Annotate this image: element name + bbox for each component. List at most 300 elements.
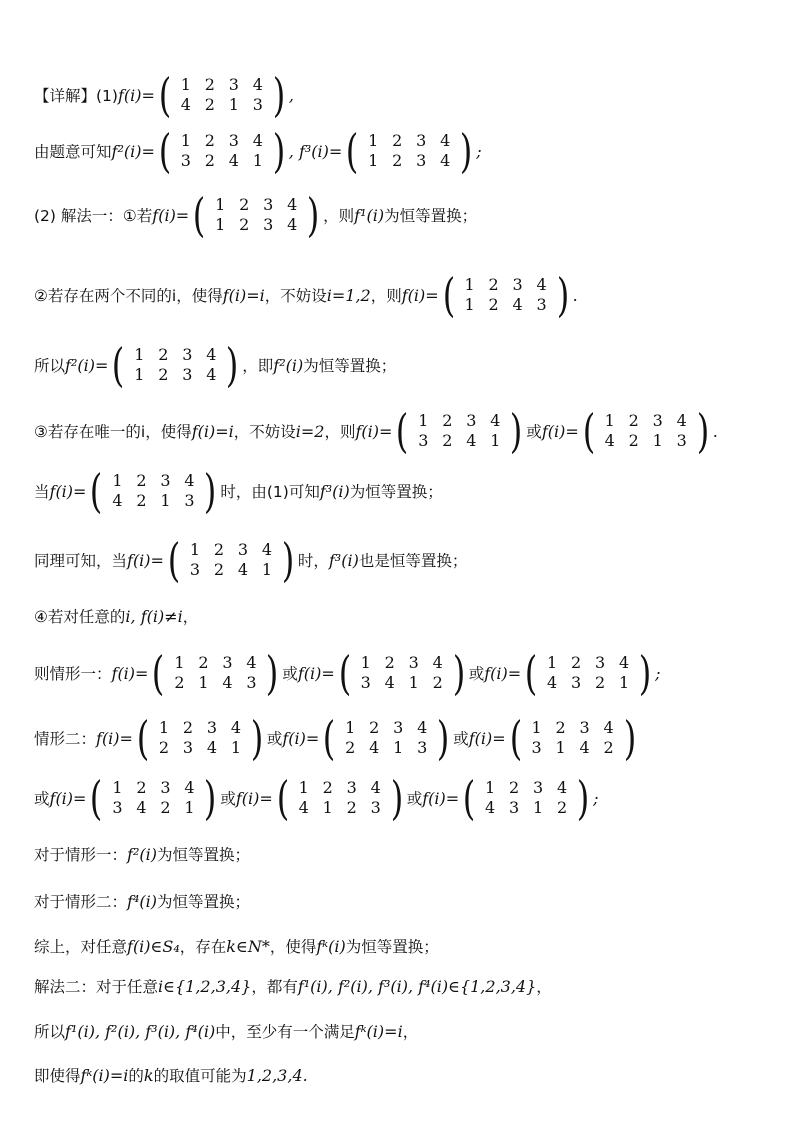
text-run: 为恒等置换； xyxy=(345,938,439,956)
text-run: ，不妨设 xyxy=(233,423,296,441)
left-paren: ( xyxy=(345,124,359,178)
matrix-row xyxy=(598,431,694,451)
right-paren: ) xyxy=(204,464,217,518)
matrix-row xyxy=(174,131,270,151)
matrix-cell: 1 xyxy=(604,411,615,430)
matrix-cell: 4 xyxy=(676,411,687,430)
matrix-row xyxy=(525,718,621,738)
right-paren: ) xyxy=(510,404,523,458)
matrix-cell: 2 xyxy=(204,95,215,114)
solution-line xyxy=(34,605,780,627)
right-paren: ) xyxy=(436,711,450,765)
permutation-matrix xyxy=(149,646,281,700)
matrix-cell: 1 xyxy=(215,195,226,214)
math-expression: f(i)= xyxy=(297,663,335,683)
matrix-cell: 2 xyxy=(392,151,403,170)
solution-line xyxy=(34,843,780,865)
solution-line xyxy=(34,711,780,765)
right-paren: ) xyxy=(638,646,652,700)
math-expression: fᵏ(i)=i xyxy=(354,1021,403,1041)
matrix-cell: 4 xyxy=(222,673,233,692)
permutation-matrix xyxy=(274,771,406,825)
matrix-cell: 1 xyxy=(174,653,185,672)
matrix-cell: 1 xyxy=(215,215,226,234)
right-paren: ) xyxy=(204,771,217,825)
matrix-cell: 2 xyxy=(239,195,250,214)
matrix-cell: 1 xyxy=(252,151,263,170)
solution-line xyxy=(34,771,780,825)
matrix-cell: 1 xyxy=(112,471,123,490)
matrix-cell: 3 xyxy=(652,411,663,430)
text-run: 对于情形一： xyxy=(34,846,128,864)
matrix-cell: 4 xyxy=(579,738,590,757)
matrix-cell: 4 xyxy=(287,215,298,234)
right-paren: ) xyxy=(452,646,466,700)
matrix-cell: 2 xyxy=(392,131,403,150)
matrix-row xyxy=(411,431,507,451)
text-run: 或 xyxy=(526,423,542,441)
text-run: 或 xyxy=(220,790,236,808)
left-paren: ( xyxy=(136,711,150,765)
matrix-cell: 4 xyxy=(184,778,195,797)
matrix-cell: 3 xyxy=(252,95,263,114)
text-run: ，则 xyxy=(324,423,356,441)
text-run: ， xyxy=(536,978,552,996)
solution-line xyxy=(34,188,780,242)
matrix-cell: 4 xyxy=(184,471,195,490)
matrix-cell: 1 xyxy=(360,653,371,672)
matrix-cell: 4 xyxy=(384,673,395,692)
matrix-cell: 1 xyxy=(112,778,123,797)
matrix-row xyxy=(105,798,201,818)
matrix-cell: 2 xyxy=(557,798,568,817)
matrix-cell: 1 xyxy=(189,540,200,559)
matrix-cell: 1 xyxy=(418,411,429,430)
matrix-row xyxy=(105,471,201,491)
matrix-cell: 4 xyxy=(604,431,615,450)
matrix-cell: 2 xyxy=(628,411,639,430)
matrix-cell: 2 xyxy=(160,798,171,817)
right-paren: ) xyxy=(272,124,286,178)
math-expression: f³(i) xyxy=(319,481,350,501)
matrix-cell: 4 xyxy=(206,345,217,364)
matrix-cell: 2 xyxy=(213,540,224,559)
math-expression: f(i)= xyxy=(49,481,87,501)
matrix-cell: 2 xyxy=(322,778,333,797)
math-expression: f¹(i), f²(i), f³(i), f⁴(i) xyxy=(65,1021,216,1041)
matrix-row xyxy=(411,411,507,431)
matrix-cell: 2 xyxy=(174,673,185,692)
math-expression: ; xyxy=(593,788,599,808)
permutation-matrix xyxy=(343,124,475,178)
solution-line xyxy=(34,1020,780,1042)
math-expression: f(i)= xyxy=(96,728,133,748)
matrix-cell: 4 xyxy=(432,653,443,672)
left-paren: ( xyxy=(167,533,181,587)
matrix-cell: 3 xyxy=(408,653,419,672)
text-run: 解法二：对于任意 xyxy=(34,978,159,996)
text-run: 或 xyxy=(282,665,298,683)
matrix-cell: 2 xyxy=(204,151,215,170)
math-expression: f(i)= xyxy=(401,285,439,305)
math-expression: ; xyxy=(476,141,482,161)
matrix-cell: 3 xyxy=(418,431,429,450)
math-expression: k xyxy=(143,1065,154,1085)
math-expression: f⁴(i) xyxy=(127,891,157,911)
matrix-cell: 4 xyxy=(230,718,241,737)
math-expression: 1,2,3,4 xyxy=(246,1065,303,1085)
matrix-row xyxy=(361,151,457,171)
matrix-row xyxy=(183,560,279,580)
permutation-matrix xyxy=(440,268,572,322)
text-run: 或 xyxy=(453,730,469,748)
matrix-row xyxy=(292,778,388,798)
matrix-row xyxy=(127,345,223,365)
text-run: 情形二： xyxy=(34,730,97,748)
solution-line xyxy=(34,124,780,178)
matrix-row xyxy=(458,295,554,315)
matrix-cell: 1 xyxy=(134,345,145,364)
text-run: 或 xyxy=(266,730,283,748)
matrix-cell: 4 xyxy=(536,275,547,294)
text-run: 或 xyxy=(406,790,423,808)
text-run: 为恒等置换； xyxy=(156,846,250,864)
matrix-row xyxy=(338,738,434,758)
matrix-cell: 4 xyxy=(547,673,558,692)
text-run: ，使得 xyxy=(269,938,317,956)
solution-line xyxy=(34,338,780,392)
matrix-cell: 4 xyxy=(252,75,263,94)
math-expression: ; xyxy=(655,663,661,683)
text-run: ，不妨设 xyxy=(264,287,327,305)
math-expression: f(i)= xyxy=(117,85,155,105)
math-expression: f(i)=i xyxy=(191,421,234,441)
right-paren: ) xyxy=(226,338,239,392)
math-expression: i=1,2 xyxy=(326,285,371,305)
solution-line xyxy=(34,646,780,700)
permutation-matrix xyxy=(460,771,592,825)
text-run: 的 xyxy=(128,1067,144,1085)
matrix-cell: 1 xyxy=(547,653,558,672)
matrix-cell: 2 xyxy=(442,411,453,430)
left-paren: ( xyxy=(152,646,165,700)
matrix-cell: 4 xyxy=(370,778,381,797)
matrix-row xyxy=(105,491,201,511)
text-run: ， xyxy=(402,1023,419,1041)
left-paren: ( xyxy=(462,771,476,825)
text-run: 或 xyxy=(468,665,485,683)
math-expression: f(i)= xyxy=(127,550,164,570)
text-run: ②若存在两个不同的i，使得 xyxy=(34,287,223,305)
matrix-cell: 4 xyxy=(228,151,239,170)
matrix-row xyxy=(152,738,248,758)
matrix-cell: 1 xyxy=(531,718,542,737)
matrix-cell: 4 xyxy=(252,131,263,150)
matrix-row xyxy=(183,540,279,560)
math-expression: f²(i)= xyxy=(111,141,155,161)
matrix-cell: 3 xyxy=(263,195,274,214)
matrix-cell: 1 xyxy=(490,431,501,450)
math-expression: f(i)=i xyxy=(222,285,265,305)
permutation-matrix xyxy=(109,338,241,392)
matrix-cell: 3 xyxy=(416,131,427,150)
matrix-cell: 1 xyxy=(180,131,191,150)
matrix-cell: 3 xyxy=(160,778,171,797)
matrix-cell: 4 xyxy=(298,798,309,817)
text-run: 所以 xyxy=(34,357,66,375)
matrix-cell: 3 xyxy=(237,540,248,559)
matrix-cell: 3 xyxy=(579,718,590,737)
matrix-cell: 4 xyxy=(440,131,451,150)
matrix-cell: 2 xyxy=(488,295,499,314)
math-expression: f(i)= xyxy=(484,663,522,683)
left-paren: ( xyxy=(338,646,352,700)
matrix-cell: 1 xyxy=(464,295,475,314)
solution-line xyxy=(34,404,780,458)
matrix-cell: 2 xyxy=(136,778,147,797)
text-run: ，都有 xyxy=(251,978,298,996)
matrix-cell: 3 xyxy=(536,295,547,314)
matrix-cell: 2 xyxy=(369,718,380,737)
math-expression: f(i)= xyxy=(282,728,320,748)
matrix-cell: 4 xyxy=(237,560,248,579)
matrix-row xyxy=(458,275,554,295)
matrix-cell: 4 xyxy=(369,738,380,757)
right-paren: ) xyxy=(459,124,473,178)
matrix-cell: 2 xyxy=(239,215,250,234)
solution-line xyxy=(34,268,780,322)
math-expression: f(i)∈S₄ xyxy=(127,936,180,956)
matrix-cell: 3 xyxy=(393,718,404,737)
text-run: 为恒等置换； xyxy=(303,357,397,375)
matrix-row xyxy=(127,365,223,385)
matrix-row xyxy=(152,718,248,738)
matrix-cell: 2 xyxy=(158,345,169,364)
matrix-row xyxy=(105,778,201,798)
permutation-matrix xyxy=(156,124,288,178)
math-expression: f²(i) xyxy=(127,844,157,864)
matrix-cell: 1 xyxy=(345,718,356,737)
matrix-row xyxy=(167,673,263,693)
matrix-cell: 4 xyxy=(490,411,501,430)
math-expression: f(i)= xyxy=(235,788,273,808)
matrix-cell: 4 xyxy=(485,798,496,817)
matrix-row xyxy=(167,653,263,673)
matrix-cell: 1 xyxy=(134,365,145,384)
matrix-cell: 1 xyxy=(198,673,209,692)
matrix-row xyxy=(525,738,621,758)
text-run: 【详解】(1) xyxy=(34,87,118,105)
left-paren: ( xyxy=(192,188,206,242)
text-run: 中，至少有一个满足 xyxy=(215,1023,355,1041)
math-expression: f(i)= xyxy=(422,788,460,808)
permutation-matrix xyxy=(87,771,219,825)
right-paren: ) xyxy=(250,711,264,765)
matrix-cell: 3 xyxy=(466,411,477,430)
matrix-cell: 2 xyxy=(346,798,357,817)
matrix-cell: 4 xyxy=(112,491,123,510)
left-paren: ( xyxy=(442,268,455,322)
matrix-cell: 4 xyxy=(206,738,217,757)
permutation-matrix xyxy=(320,711,452,765)
math-expression: f(i)= xyxy=(541,421,579,441)
matrix-cell: 3 xyxy=(346,778,357,797)
matrix-cell: 3 xyxy=(416,151,427,170)
solution-line xyxy=(34,890,780,912)
math-expression: . xyxy=(572,285,578,305)
math-expression: f(i)= xyxy=(111,663,149,683)
math-expression: f²(i) xyxy=(273,355,304,375)
matrix-row xyxy=(540,653,636,673)
matrix-cell: 3 xyxy=(676,431,687,450)
left-paren: ( xyxy=(90,464,103,518)
matrix-row xyxy=(174,75,270,95)
matrix-cell: 4 xyxy=(466,431,477,450)
matrix-cell: 4 xyxy=(206,365,217,384)
matrix-cell: 1 xyxy=(485,778,496,797)
matrix-cell: 3 xyxy=(112,798,123,817)
matrix-cell: 3 xyxy=(206,718,217,737)
text-run: 时， xyxy=(297,552,329,570)
solution-line xyxy=(34,935,780,957)
math-expression: f¹(i), f²(i), f³(i), f⁴(i)∈{1,2,3,4} xyxy=(297,976,537,996)
matrix-cell: 3 xyxy=(531,738,542,757)
matrix-cell: 3 xyxy=(222,653,233,672)
matrix-cell: 4 xyxy=(603,718,614,737)
matrix-cell: 1 xyxy=(298,778,309,797)
solution-line xyxy=(34,1064,780,1086)
matrix-cell: 2 xyxy=(213,560,224,579)
math-expression: f(i)= xyxy=(355,421,393,441)
text-run: 当 xyxy=(34,483,50,501)
left-paren: ( xyxy=(396,404,409,458)
matrix-cell: 2 xyxy=(571,653,582,672)
matrix-cell: 3 xyxy=(571,673,582,692)
math-expression: . xyxy=(712,421,718,441)
matrix-cell: 3 xyxy=(189,560,200,579)
matrix-row xyxy=(208,195,304,215)
matrix-cell: 2 xyxy=(432,673,443,692)
left-paren: ( xyxy=(323,711,336,765)
solution-line xyxy=(34,68,780,122)
text-run: ，则 xyxy=(370,287,402,305)
matrix-cell: 2 xyxy=(628,431,639,450)
text-run: 则情形一： xyxy=(34,665,112,683)
matrix-cell: 2 xyxy=(345,738,356,757)
math-expression: f(i)= xyxy=(468,728,506,748)
math-expression: i∈{1,2,3,4} xyxy=(158,976,252,996)
matrix-row xyxy=(174,151,270,171)
permutation-matrix xyxy=(580,404,712,458)
text-run: 为恒等置换； xyxy=(384,207,478,225)
left-paren: ( xyxy=(509,711,522,765)
math-expression: f(i)= xyxy=(49,788,87,808)
matrix-cell: 2 xyxy=(555,718,566,737)
matrix-cell: 3 xyxy=(512,275,523,294)
matrix-cell: 4 xyxy=(261,540,272,559)
right-paren: ) xyxy=(281,533,295,587)
permutation-matrix xyxy=(156,68,288,122)
matrix-cell: 4 xyxy=(287,195,298,214)
matrix-cell: 1 xyxy=(230,738,241,757)
matrix-row xyxy=(598,411,694,431)
matrix-cell: 4 xyxy=(619,653,630,672)
matrix-cell: 2 xyxy=(136,471,147,490)
matrix-cell: 2 xyxy=(509,778,520,797)
right-paren: ) xyxy=(576,771,590,825)
matrix-cell: 2 xyxy=(204,131,215,150)
matrix-cell: 1 xyxy=(619,673,630,692)
right-paren: ) xyxy=(306,188,320,242)
left-paren: ( xyxy=(524,646,538,700)
matrix-cell: 1 xyxy=(393,738,404,757)
text-run: 或 xyxy=(34,790,50,808)
math-expression: fᵏ(i) xyxy=(316,936,346,956)
text-run: ③若存在唯一的i，使得 xyxy=(34,423,192,441)
permutation-matrix xyxy=(522,646,654,700)
matrix-row xyxy=(478,778,574,798)
matrix-cell: 3 xyxy=(509,798,520,817)
matrix-row xyxy=(354,653,450,673)
permutation-matrix xyxy=(165,533,297,587)
left-paren: ( xyxy=(158,68,172,122)
matrix-cell: 3 xyxy=(160,471,171,490)
matrix-row xyxy=(478,798,574,818)
math-expression: , xyxy=(288,85,294,105)
matrix-cell: 3 xyxy=(184,491,195,510)
matrix-cell: 1 xyxy=(228,95,239,114)
matrix-cell: 3 xyxy=(182,365,193,384)
matrix-cell: 3 xyxy=(417,738,428,757)
matrix-row xyxy=(174,95,270,115)
matrix-cell: 2 xyxy=(198,653,209,672)
math-expression: f¹(i) xyxy=(354,205,385,225)
left-paren: ( xyxy=(582,404,596,458)
matrix-cell: 2 xyxy=(603,738,614,757)
matrix-cell: 3 xyxy=(533,778,544,797)
text-run: 由题意可知 xyxy=(34,143,112,161)
math-expression: f³(i) xyxy=(328,550,359,570)
right-paren: ) xyxy=(390,771,404,825)
permutation-matrix xyxy=(336,646,468,700)
text-run: 的取值可能为 xyxy=(153,1067,247,1085)
text-run: ，即 xyxy=(242,357,274,375)
matrix-cell: 1 xyxy=(261,560,272,579)
matrix-row xyxy=(354,673,450,693)
text-run: ④若对任意的 xyxy=(34,608,126,626)
matrix-cell: 4 xyxy=(440,151,451,170)
left-paren: ( xyxy=(112,338,125,392)
matrix-row xyxy=(292,798,388,818)
matrix-cell: 2 xyxy=(182,718,193,737)
matrix-cell: 1 xyxy=(533,798,544,817)
matrix-cell: 3 xyxy=(228,131,239,150)
math-expression: . xyxy=(302,1065,308,1085)
matrix-cell: 2 xyxy=(488,275,499,294)
text-run: 所以 xyxy=(34,1023,66,1041)
matrix-row xyxy=(208,215,304,235)
right-paren: ) xyxy=(272,68,286,122)
matrix-cell: 2 xyxy=(595,673,606,692)
matrix-cell: 2 xyxy=(442,431,453,450)
matrix-cell: 3 xyxy=(180,151,191,170)
right-paren: ) xyxy=(556,268,569,322)
math-expression: i, f(i)≠i xyxy=(125,606,183,626)
matrix-cell: 1 xyxy=(555,738,566,757)
text-run: ， xyxy=(182,608,199,626)
matrix-cell: 4 xyxy=(136,798,147,817)
matrix-cell: 3 xyxy=(370,798,381,817)
